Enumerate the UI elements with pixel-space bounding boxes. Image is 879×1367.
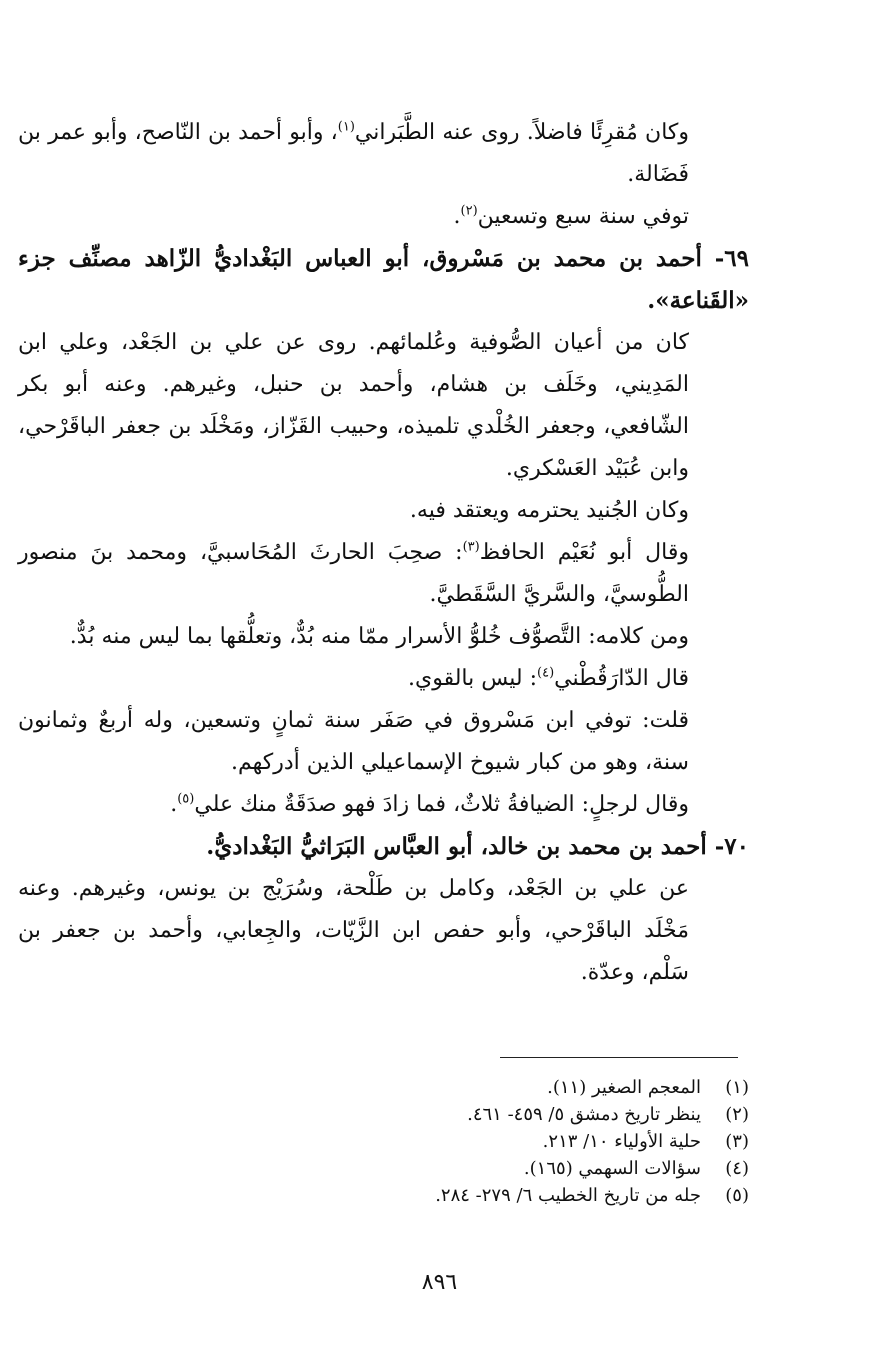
text-run: عن علي بن الجَعْد، وكامل بن طَلْحة، وسُرَيْج بن يونس، وغيرهم. وعنه مَخْلَد الباقَرْحي، وأبو حفص ابن الزَّيّات، والجِعابي، وأحمد بن جعفر بن سَلْم، وعدّة.	[18, 876, 689, 985]
text-run: ، وأبو أحمد بن النّاصح، وأبو عمر بن فَضَالة.	[18, 120, 689, 187]
text-run: : ليس بالقوي.	[407, 666, 538, 691]
paragraph	[18, 112, 749, 196]
text-run: ومن كلامه: التَّصوُّف خُلوُّ الأسرار ممّا منه بُدٌّ، وتعلُّقها بما ليس منه بُدٌّ.	[69, 624, 689, 649]
paragraph	[18, 658, 749, 700]
footnotes	[300, 1074, 749, 1209]
text-run: : صحِبَ الحارثَ المُحَاسبيَّ، ومحمد بنَ منصور الطُّوسيَّ، والسَّريَّ السَّقَطيَّ.	[18, 540, 689, 607]
paragraph	[18, 532, 749, 616]
footnote-number: (٥)	[725, 1185, 749, 1206]
paragraph	[18, 490, 749, 532]
text-run: وكان مُقرِئًا فاضلاً. روى عنه الطَّبَراني	[354, 120, 689, 145]
footnote-text: حلية الأولياء ١٠/ ٢١٣.	[542, 1131, 701, 1152]
footnote	[300, 1074, 749, 1101]
paragraph	[18, 868, 749, 994]
footnote	[300, 1128, 749, 1155]
text-run: وكان الجُنيد يحترمه ويعتقد فيه.	[409, 498, 689, 523]
text-run: وقال أبو نُعَيْم الحافظ	[479, 540, 689, 565]
footnote	[300, 1155, 749, 1182]
paragraph	[18, 322, 749, 490]
footnote-ref[interactable]: (١)	[337, 119, 355, 135]
footnote-ref[interactable]: (٥)	[177, 791, 195, 807]
footnote-number: (٤)	[725, 1158, 749, 1179]
text-run: قال الدّارَقُطْني	[554, 666, 689, 691]
text-run: ٧٠- أحمد بن محمد بن خالد، أبو العبَّاس البَرَاثيُّ البَغْداديُّ.	[206, 833, 749, 860]
main-text	[18, 112, 749, 994]
text-run: توفي سنة سبع وتسعين	[477, 204, 689, 229]
text-run: وقال لرجلٍ: الضيافةُ ثلاثٌ، فما زادَ فهو صدَقَةٌ منك علي	[194, 792, 689, 817]
paragraph	[18, 700, 749, 784]
footnote-number: (٢)	[725, 1104, 749, 1125]
paragraph	[18, 616, 749, 658]
text-run: كان من أعيان الصُّوفية وعُلمائهم. روى عن علي بن الجَعْد، وعلي ابن المَدِيني، وخَلَف بن هشام، وأحمد بن حنبل، وغيرهم. وعنه أبو بكر الشّافعي، وجعفر الخُلْدي تلميذه، وحبيب القَزّاز، ومَخْلَد بن جعفر الباقَرْحي، وابن عُبَيْد العَسْكري.	[18, 330, 689, 481]
footnote-number: (٣)	[725, 1131, 749, 1152]
text-run: ٦٩- أحمد بن محمد بن مَسْروق، أبو العباس البَغْداديُّ الزّاهد مصنِّف جزء «القَناعة».	[18, 245, 749, 314]
entry-title	[18, 238, 749, 322]
footnote-text: جله من تاريخ الخطيب ٦/ ٢٧٩- ٢٨٤.	[435, 1185, 701, 1206]
footnote-text: سؤالات السهمي (١٦٥).	[523, 1158, 701, 1179]
footnote-text: المعجم الصغير (١١).	[547, 1077, 701, 1098]
paragraph	[18, 196, 749, 238]
text-run: .	[453, 204, 461, 229]
page-number: ٨٩٦	[421, 1270, 458, 1295]
text-run: .	[170, 792, 178, 817]
footnote-divider	[500, 1057, 738, 1058]
paragraph	[18, 784, 749, 826]
footnote	[300, 1182, 749, 1209]
footnote-number: (١)	[725, 1077, 749, 1098]
footnote-text: ينظر تاريخ دمشق ٥/ ٤٥٩- ٤٦١.	[467, 1104, 701, 1125]
entry-title	[18, 826, 749, 868]
text-run: قلت: توفي ابن مَسْروق في صَفَر سنة ثمانٍ وتسعين، وله أربعٌ وثمانون سنة، وهو من كبار شيوخ الإسماعيلي الذين أدركهم.	[18, 708, 689, 775]
footnote	[300, 1101, 749, 1128]
footnote-ref[interactable]: (٣)	[462, 539, 480, 555]
footnote-ref[interactable]: (٢)	[460, 203, 478, 219]
footnote-ref[interactable]: (٤)	[537, 665, 555, 681]
